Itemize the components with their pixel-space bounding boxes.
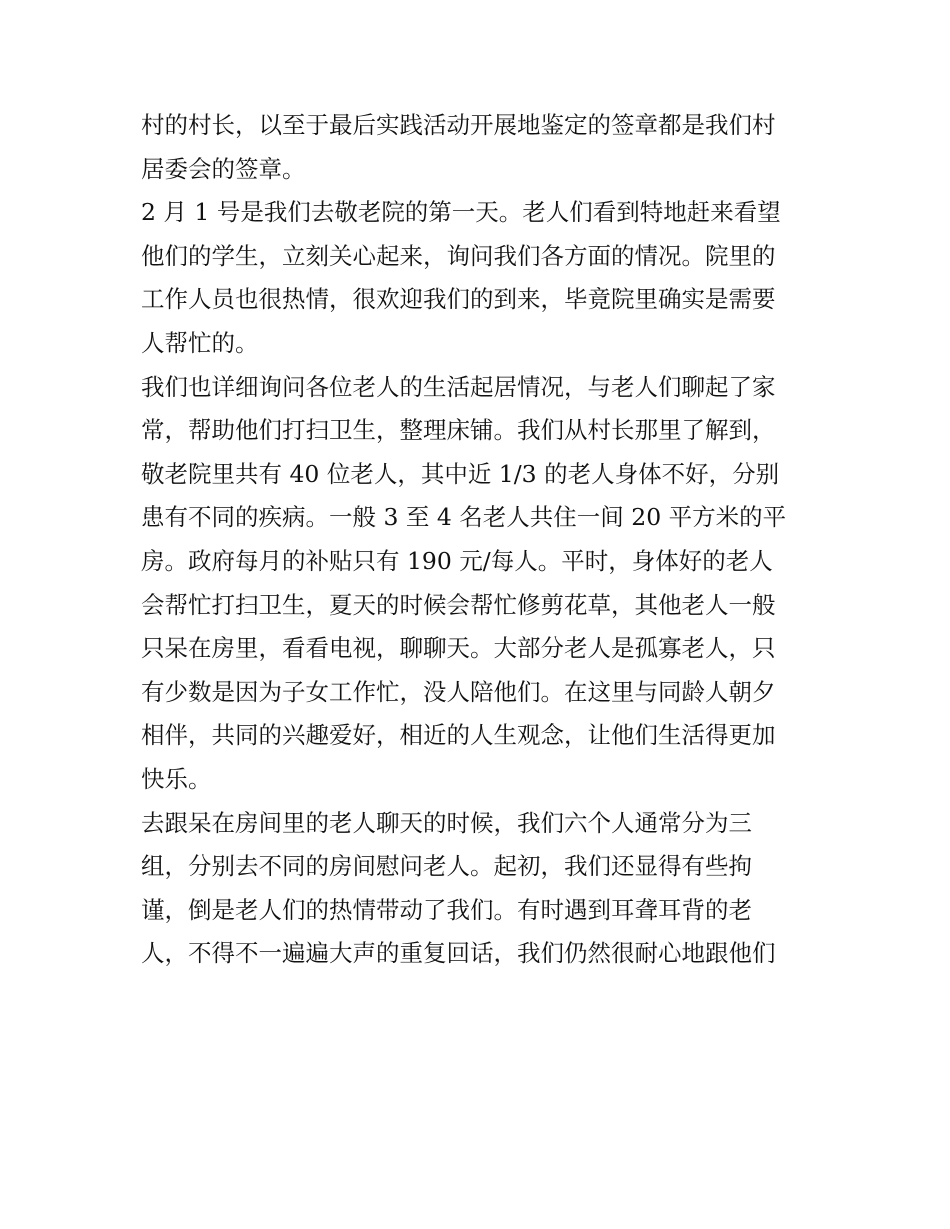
text-line: 房。政府每月的补贴只有 190 元/每人。平时，身体好的老人 <box>141 546 773 575</box>
text-line: 我们也详细询问各位老人的生活起居情况，与老人们聊起了家 <box>141 372 776 401</box>
text-line: 居委会的签章。 <box>141 154 306 183</box>
paragraph-4 <box>141 802 821 976</box>
text-line: 会帮忙打扫卫生，夏天的时候会帮忙修剪花草，其他老人一般 <box>141 590 776 619</box>
text-line: 患有不同的疾病。一般 3 至 4 名老人共住一间 20 平方米的平 <box>141 503 787 532</box>
paragraph-1 <box>141 104 821 191</box>
text-line: 工作人员也很热情，很欢迎我们的到来，毕竟院里确实是需要 <box>141 285 776 314</box>
text-line: 人，不得不一遍遍大声的重复回话，我们仍然很耐心地跟他们 <box>141 939 776 968</box>
text-line: 常，帮助他们打扫卫生，整理床铺。我们从村长那里了解到， <box>141 416 776 445</box>
text-line: 组，分别去不同的房间慰问老人。起初，我们还显得有些拘 <box>141 852 752 881</box>
paragraph-2 <box>141 191 821 365</box>
text-line: 去跟呆在房间里的老人聊天的时候，我们六个人通常分为三 <box>141 808 752 837</box>
text-line: 相伴，共同的兴趣爱好，相近的人生观念，让他们生活得更加 <box>141 721 776 750</box>
document-body <box>141 104 821 976</box>
text-line: 村的村长，以至于最后实践活动开展地鉴定的签章都是我们村 <box>141 111 776 139</box>
text-line: 他们的学生，立刻关心起来，询问我们各方面的情况。院里的 <box>141 241 776 270</box>
text-line: 有少数是因为子女工作忙，没人陪他们。在这里与同龄人朝夕 <box>141 677 776 706</box>
text-line: 只呆在房里，看看电视，聊聊天。大部分老人是孤寡老人，只 <box>141 634 776 663</box>
text-line: 2 月 1 号是我们去敬老院的第一天。老人们看到特地赶来看望 <box>141 198 781 227</box>
text-line: 敬老院里共有 40 位老人，其中近 1/3 的老人身体不好，分别 <box>141 459 780 488</box>
text-line: 人帮忙的。 <box>141 328 259 357</box>
text-line: 快乐。 <box>141 764 212 793</box>
text-line: 谨，倒是老人们的热情带动了我们。有时遇到耳聋耳背的老 <box>141 895 752 924</box>
paragraph-3 <box>141 366 821 802</box>
